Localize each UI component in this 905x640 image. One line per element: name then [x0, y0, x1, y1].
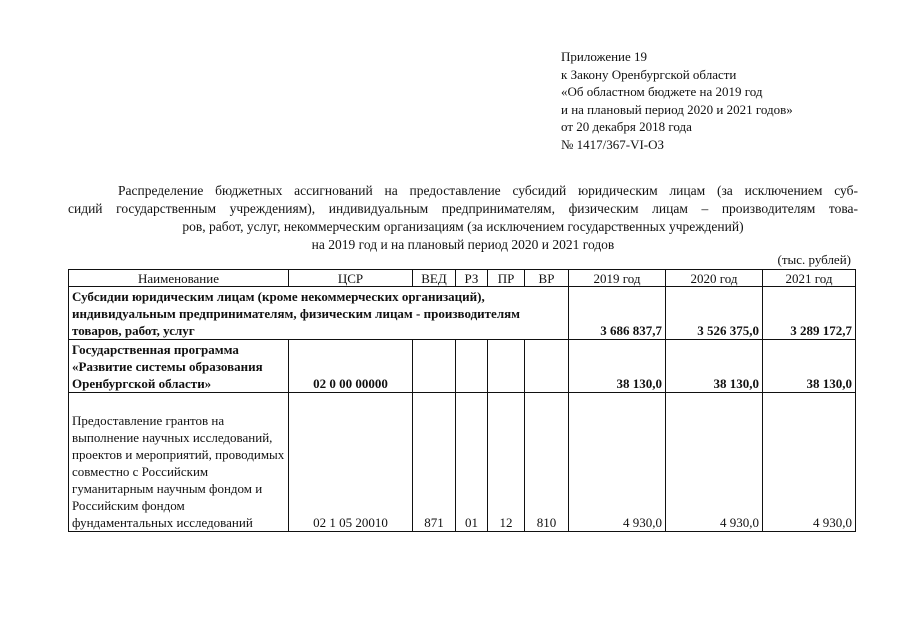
- row-rz: 01: [456, 393, 488, 532]
- header-csr: ЦСР: [289, 270, 413, 287]
- row-vr: [525, 340, 569, 393]
- units-label: (тыс. рублей): [777, 252, 851, 267]
- row-rz: [456, 340, 488, 393]
- table-row: [69, 287, 856, 340]
- row-ved: 871: [413, 393, 456, 532]
- header-2021: 2021 год: [763, 270, 856, 287]
- row-2020: 3 526 375,0: [666, 287, 763, 340]
- row-csr: 02 0 00 00000: [289, 340, 413, 393]
- row-2021: 3 289 172,7: [763, 287, 856, 340]
- header-name: Наименование: [69, 270, 289, 287]
- title-line: сидий государственным учреждениям), индивидуальным предпринимателям, физическим лицам – производителям това-: [68, 201, 858, 216]
- header-2020: 2020 год: [666, 270, 763, 287]
- row-2019: 38 130,0: [569, 340, 666, 393]
- appendix-line: № 1417/367-VI-ОЗ: [561, 136, 665, 152]
- row-pr: 12: [488, 393, 525, 532]
- appendix-line: Приложение 19: [561, 49, 648, 64]
- row-name: Государственная программа «Развитие системы образования Оренбургской области»: [69, 340, 289, 393]
- header-pr: ПР: [488, 270, 525, 287]
- header-2019: 2019 год: [569, 270, 666, 287]
- appendix-line: и на плановый период 2020 и 2021 годов»: [561, 101, 793, 117]
- appendix-line: «Об областном бюджете на 2019 год: [561, 84, 763, 99]
- header-ved: ВЕД: [413, 270, 456, 287]
- row-2019: 3 686 837,7: [569, 287, 666, 340]
- row-ved: [413, 340, 456, 393]
- appendix-block: [561, 48, 793, 153]
- row-2020: 4 930,0: [666, 393, 763, 532]
- row-pr: [488, 340, 525, 393]
- row-2019: 4 930,0: [569, 393, 666, 532]
- header-rz: РЗ: [456, 270, 488, 287]
- appendix-line: от 20 декабря 2018 года: [561, 119, 692, 134]
- row-2020: 38 130,0: [666, 340, 763, 393]
- row-name: Предоставление грантов на выполнение научных исследований, проектов и мероприятий, проводимых совместно с Российским гуманитарным научным фондом и Российским фондом фундаментальных исследований: [69, 393, 289, 532]
- row-csr: 02 1 05 20010: [289, 393, 413, 532]
- row-name: Субсидии юридическим лицам (кроме некоммерческих организаций), индивидуальным предпринимателям, физическим лицам - производителям товаров, работ, услуг: [69, 287, 569, 340]
- title-line: Распределение бюджетных ассигнований на предоставление субсидий юридическим лицам (за исключением суб-: [118, 183, 858, 198]
- title-line: на 2019 год и на плановый период 2020 и 2021 годов: [311, 237, 615, 252]
- table-header-row: [69, 270, 856, 287]
- appendix-line: к Закону Оренбургской области: [561, 66, 737, 82]
- row-vr: 810: [525, 393, 569, 532]
- row-2021: 4 930,0: [763, 393, 856, 532]
- table-row: [69, 393, 856, 532]
- title-line: ров, работ, услуг, некоммерческим организациям (за исключением государственных учреждений): [182, 219, 744, 234]
- table-row: [69, 340, 856, 393]
- row-2021: 38 130,0: [763, 340, 856, 393]
- budget-table: [68, 269, 856, 532]
- document-title: [68, 182, 858, 254]
- header-vr: ВР: [525, 270, 569, 287]
